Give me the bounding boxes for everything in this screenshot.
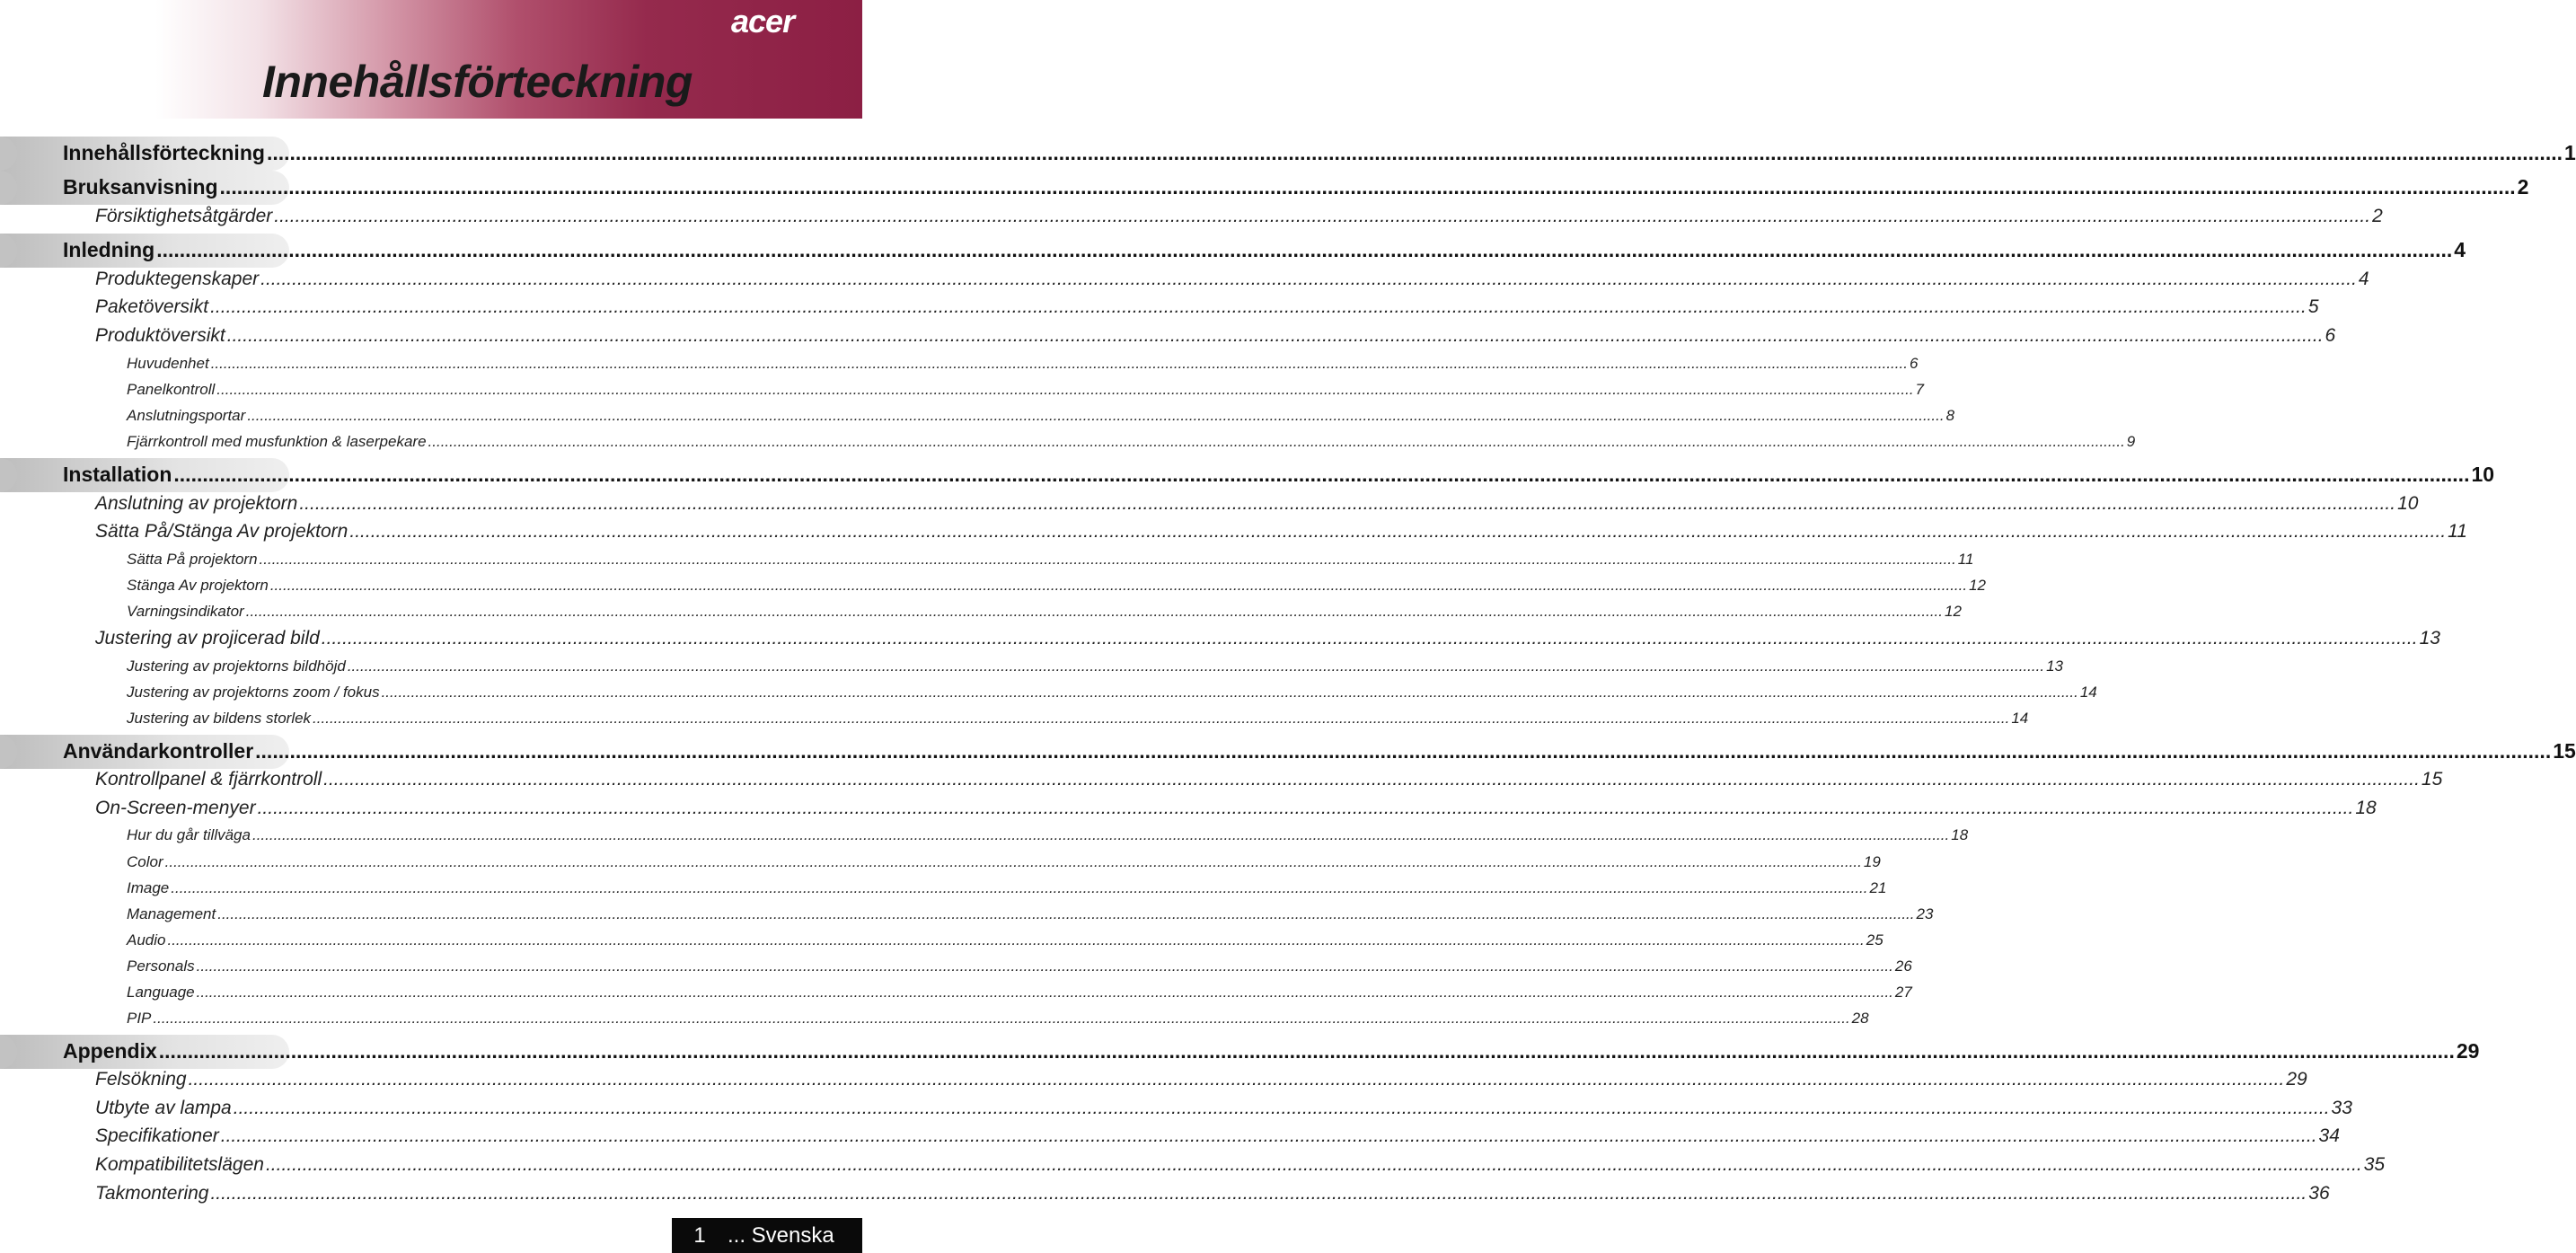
footer-language: ... Svenska	[728, 1222, 834, 1248]
dot-leader: ................................................................................................................................................................................................................................................................................................................................................................................................................	[255, 739, 2552, 763]
toc-entry-page: 7	[1915, 381, 1925, 398]
toc-entry-label: Produktegenskaper	[95, 269, 260, 289]
dot-leader: ................................................................................................................................................................................................................................................................................................................................................................................................................	[260, 269, 2357, 289]
toc-entry-label: Panelkontroll	[127, 381, 216, 398]
dot-leader: ................................................................................................................................................................................................................................................................................................................................................................................................................	[164, 853, 1862, 870]
toc-entry-page: 28	[1851, 1010, 1869, 1027]
toc-entry[interactable]	[127, 407, 1955, 425]
toc-entry-label: Försiktighetsåtgärder	[95, 206, 273, 226]
dot-leader: ................................................................................................................................................................................................................................................................................................................................................................................................................	[171, 879, 1868, 896]
toc-entry-page: 35	[2363, 1154, 2386, 1175]
toc-entry[interactable]	[127, 905, 1934, 923]
toc-entry-label: Specifikationer	[95, 1125, 219, 1146]
toc-entry[interactable]	[127, 551, 1974, 569]
toc-entry-label: Stänga Av projektorn	[127, 577, 269, 594]
toc-entry[interactable]	[95, 1183, 2330, 1204]
toc-entry[interactable]	[95, 1098, 2352, 1119]
toc-entry-label: Huvudenhet	[127, 355, 209, 372]
toc-entry[interactable]	[127, 381, 1925, 399]
dot-leader: ................................................................................................................................................................................................................................................................................................................................................................................................................	[196, 984, 1893, 1001]
toc-entry-label: Kontrollpanel & fjärrkontroll	[95, 769, 322, 790]
toc-entry-page: 15	[2421, 769, 2443, 790]
toc-entry-label: Justering av projektorns bildhöjd	[127, 657, 346, 675]
toc-entry-label: Appendix	[63, 1039, 157, 1063]
toc-entry[interactable]	[127, 355, 1919, 373]
dot-leader: ................................................................................................................................................................................................................................................................................................................................................................................................................	[196, 957, 1893, 975]
dot-leader: ................................................................................................................................................................................................................................................................................................................................................................................................................	[257, 798, 2354, 818]
brand-text: acer	[731, 3, 795, 40]
toc-entry-label: Paketöversikt	[95, 296, 209, 317]
toc-entry[interactable]	[95, 769, 2443, 790]
toc-entry-page: 15	[2553, 739, 2576, 763]
toc-entry-page: 6	[1909, 355, 1919, 372]
dot-leader: ................................................................................................................................................................................................................................................................................................................................................................................................................	[381, 684, 2078, 701]
toc-entry-label: Varningsindikator	[127, 603, 244, 620]
toc-entry-label: Kompatibilitetslägen	[95, 1154, 264, 1175]
toc-entry[interactable]	[95, 206, 2383, 227]
toc-entry-page: 13	[2419, 628, 2440, 649]
toc-entry[interactable]	[127, 826, 1969, 844]
toc-entry-label: Felsökning	[95, 1069, 187, 1090]
toc-entry-page: 13	[2046, 657, 2063, 675]
dot-leader: ................................................................................................................................................................................................................................................................................................................................................................................................................	[323, 769, 2420, 790]
toc-entry-page: 14	[2079, 684, 2097, 701]
toc-entry-label: Sätta På projektorn	[127, 551, 258, 568]
dot-leader: ................................................................................................................................................................................................................................................................................................................................................................................................................	[349, 521, 2447, 542]
toc-entry-page: 18	[1951, 826, 1969, 843]
toc-entry-label: Anslutningsportar	[127, 407, 246, 424]
toc-entry[interactable]	[127, 853, 1881, 871]
dot-leader: ................................................................................................................................................................................................................................................................................................................................................................................................................	[313, 710, 2010, 727]
toc-entry-label: Bruksanvisning	[63, 175, 218, 199]
toc-entry-page: 12	[1969, 577, 1987, 594]
toc-entry[interactable]	[127, 577, 1987, 595]
dot-leader: ................................................................................................................................................................................................................................................................................................................................................................................................................	[226, 325, 2324, 346]
toc-entry-page: 1	[2564, 141, 2576, 164]
dot-leader: ................................................................................................................................................................................................................................................................................................................................................................................................................	[428, 433, 2125, 450]
toc-entry[interactable]	[127, 433, 2136, 451]
toc-entry-page: 2	[2517, 175, 2529, 199]
toc-entry-label: Innehållsförteckning	[63, 141, 265, 164]
toc-entry[interactable]	[95, 628, 2440, 649]
toc-entry-page: 10	[2471, 463, 2495, 486]
dot-leader: ................................................................................................................................................................................................................................................................................................................................................................................................................	[173, 463, 2470, 486]
toc-entry[interactable]	[127, 931, 1883, 949]
toc-entry[interactable]	[127, 1010, 1869, 1028]
footer-page-number: 1	[693, 1222, 706, 1248]
toc-entry[interactable]	[127, 603, 1962, 621]
toc-entry-page: 12	[1945, 603, 1962, 620]
toc-entry-page: 27	[1894, 984, 1912, 1001]
dot-leader: ................................................................................................................................................................................................................................................................................................................................................................................................................	[259, 551, 1956, 568]
toc-entry[interactable]	[95, 798, 2377, 819]
toc-entry-label: Justering av projicerad bild	[95, 628, 320, 649]
toc-entry[interactable]	[95, 296, 2319, 318]
dot-leader: ................................................................................................................................................................................................................................................................................................................................................................................................................	[251, 826, 1950, 843]
toc-entry-label: Justering av bildens storlek	[127, 710, 312, 727]
toc-entry[interactable]	[95, 1125, 2340, 1147]
dot-leader: ................................................................................................................................................................................................................................................................................................................................................................................................................	[158, 1039, 2455, 1063]
toc-entry-label: Sätta På/Stänga Av projektorn	[95, 521, 348, 542]
toc-entry[interactable]	[63, 238, 2466, 262]
toc-entry[interactable]	[95, 521, 2467, 543]
toc-entry-label: Takmontering	[95, 1183, 209, 1204]
toc-entry-page: 14	[2011, 710, 2029, 727]
toc-entry-label: Hur du går tillväga	[127, 826, 251, 843]
toc-entry[interactable]	[127, 879, 1887, 897]
toc-entry-page: 10	[2397, 493, 2419, 514]
toc-entry-label: Justering av projektorns zoom / fokus	[127, 684, 380, 701]
toc-entry[interactable]	[127, 984, 1912, 1002]
dot-leader: ................................................................................................................................................................................................................................................................................................................................................................................................................	[219, 175, 2516, 199]
toc-entry[interactable]	[95, 493, 2419, 515]
toc-entry-page: 9	[2126, 433, 2136, 450]
toc-entry-page: 34	[2318, 1125, 2340, 1146]
dot-leader: ................................................................................................................................................................................................................................................................................................................................................................................................................	[269, 577, 1968, 594]
toc-entry-page: 5	[2307, 296, 2319, 317]
toc-entry-label: Användarkontroller	[63, 739, 254, 763]
toc-entry[interactable]	[63, 739, 2576, 763]
toc-entry[interactable]	[63, 463, 2495, 487]
toc-entry-page: 18	[2355, 798, 2377, 818]
toc-entry[interactable]	[63, 1039, 2480, 1063]
dot-leader: ................................................................................................................................................................................................................................................................................................................................................................................................................	[233, 1098, 2330, 1118]
dot-leader: ................................................................................................................................................................................................................................................................................................................................................................................................................	[245, 603, 1943, 620]
toc-entry-label: Image	[127, 879, 170, 896]
toc-entry-page: 21	[1869, 879, 1887, 896]
toc-entry-page: 4	[2454, 238, 2466, 261]
dot-leader: ................................................................................................................................................................................................................................................................................................................................................................................................................	[266, 141, 2563, 164]
acer-logo	[729, 4, 828, 40]
toc-entry-page: 23	[1916, 905, 1934, 922]
dot-leader: ................................................................................................................................................................................................................................................................................................................................................................................................................	[220, 1125, 2317, 1146]
toc-entry[interactable]	[95, 325, 2336, 347]
toc-entry[interactable]	[127, 710, 2029, 728]
toc-entry-label: Installation	[63, 463, 172, 486]
dot-leader: ................................................................................................................................................................................................................................................................................................................................................................................................................	[347, 657, 2045, 675]
dot-leader: ................................................................................................................................................................................................................................................................................................................................................................................................................	[156, 238, 2453, 261]
dot-leader: ................................................................................................................................................................................................................................................................................................................................................................................................................	[274, 206, 2371, 226]
toc-entry-label: Anslutning av projektorn	[95, 493, 298, 514]
toc-entry-label: Management	[127, 905, 216, 922]
toc-entry-page: 29	[2286, 1069, 2307, 1090]
toc-entry-label: Personals	[127, 957, 195, 975]
dot-leader: ................................................................................................................................................................................................................................................................................................................................................................................................................	[321, 628, 2418, 649]
toc-entry-page: 11	[1957, 551, 1974, 568]
toc-entry-label: Produktöversikt	[95, 325, 225, 346]
toc-entry[interactable]	[95, 1154, 2386, 1176]
dot-leader: ................................................................................................................................................................................................................................................................................................................................................................................................................	[265, 1154, 2362, 1175]
toc-entry-page: 33	[2331, 1098, 2352, 1118]
toc-entry-page: 6	[2325, 325, 2336, 346]
toc-entry-label: Audio	[127, 931, 166, 949]
toc-entry[interactable]	[127, 657, 2063, 675]
toc-entry[interactable]	[95, 1069, 2307, 1090]
dot-leader: ................................................................................................................................................................................................................................................................................................................................................................................................................	[167, 931, 1865, 949]
toc-entry[interactable]	[63, 175, 2529, 199]
dot-leader: ................................................................................................................................................................................................................................................................................................................................................................................................................	[153, 1010, 1850, 1027]
toc-entry-page: 8	[1945, 407, 1955, 424]
dot-leader: ................................................................................................................................................................................................................................................................................................................................................................................................................	[247, 407, 1945, 424]
toc-entry-label: Inledning	[63, 238, 155, 261]
toc-entry-page: 29	[2456, 1039, 2480, 1063]
toc-entry[interactable]	[127, 957, 1912, 975]
dot-leader: ................................................................................................................................................................................................................................................................................................................................................................................................................	[299, 493, 2396, 514]
toc-entry-page: 19	[1863, 853, 1881, 870]
toc-entry-page: 36	[2308, 1183, 2330, 1204]
toc-entry-page: 4	[2358, 269, 2369, 289]
toc-entry[interactable]	[63, 141, 2576, 165]
page-footer	[672, 1218, 862, 1253]
toc-entry-label: Color	[127, 853, 163, 870]
toc-entry-label: On-Screen-menyer	[95, 798, 256, 818]
toc-entry-label: Fjärrkontroll med musfunktion & laserpekare	[127, 433, 427, 450]
dot-leader: ................................................................................................................................................................................................................................................................................................................................................................................................................	[210, 1183, 2307, 1204]
dot-leader: ................................................................................................................................................................................................................................................................................................................................................................................................................	[188, 1069, 2285, 1090]
dot-leader: ................................................................................................................................................................................................................................................................................................................................................................................................................	[216, 381, 1914, 398]
toc-entry-page: 11	[2448, 521, 2467, 542]
toc-entry[interactable]	[127, 684, 2097, 702]
toc-entry-label: PIP	[127, 1010, 152, 1027]
toc-entry-label: Utbyte av lampa	[95, 1098, 232, 1118]
dot-leader: ................................................................................................................................................................................................................................................................................................................................................................................................................	[210, 355, 1908, 372]
toc-entry[interactable]	[95, 269, 2369, 290]
toc-entry-label: Language	[127, 984, 195, 1001]
toc-entry-page: 25	[1866, 931, 1883, 949]
dot-leader: ................................................................................................................................................................................................................................................................................................................................................................................................................	[217, 905, 1915, 922]
toc-entry-page: 2	[2372, 206, 2383, 226]
page-title: Innehållsförteckning	[262, 57, 693, 107]
toc-entry-page: 26	[1894, 957, 1912, 975]
dot-leader: ................................................................................................................................................................................................................................................................................................................................................................................................................	[210, 296, 2307, 317]
